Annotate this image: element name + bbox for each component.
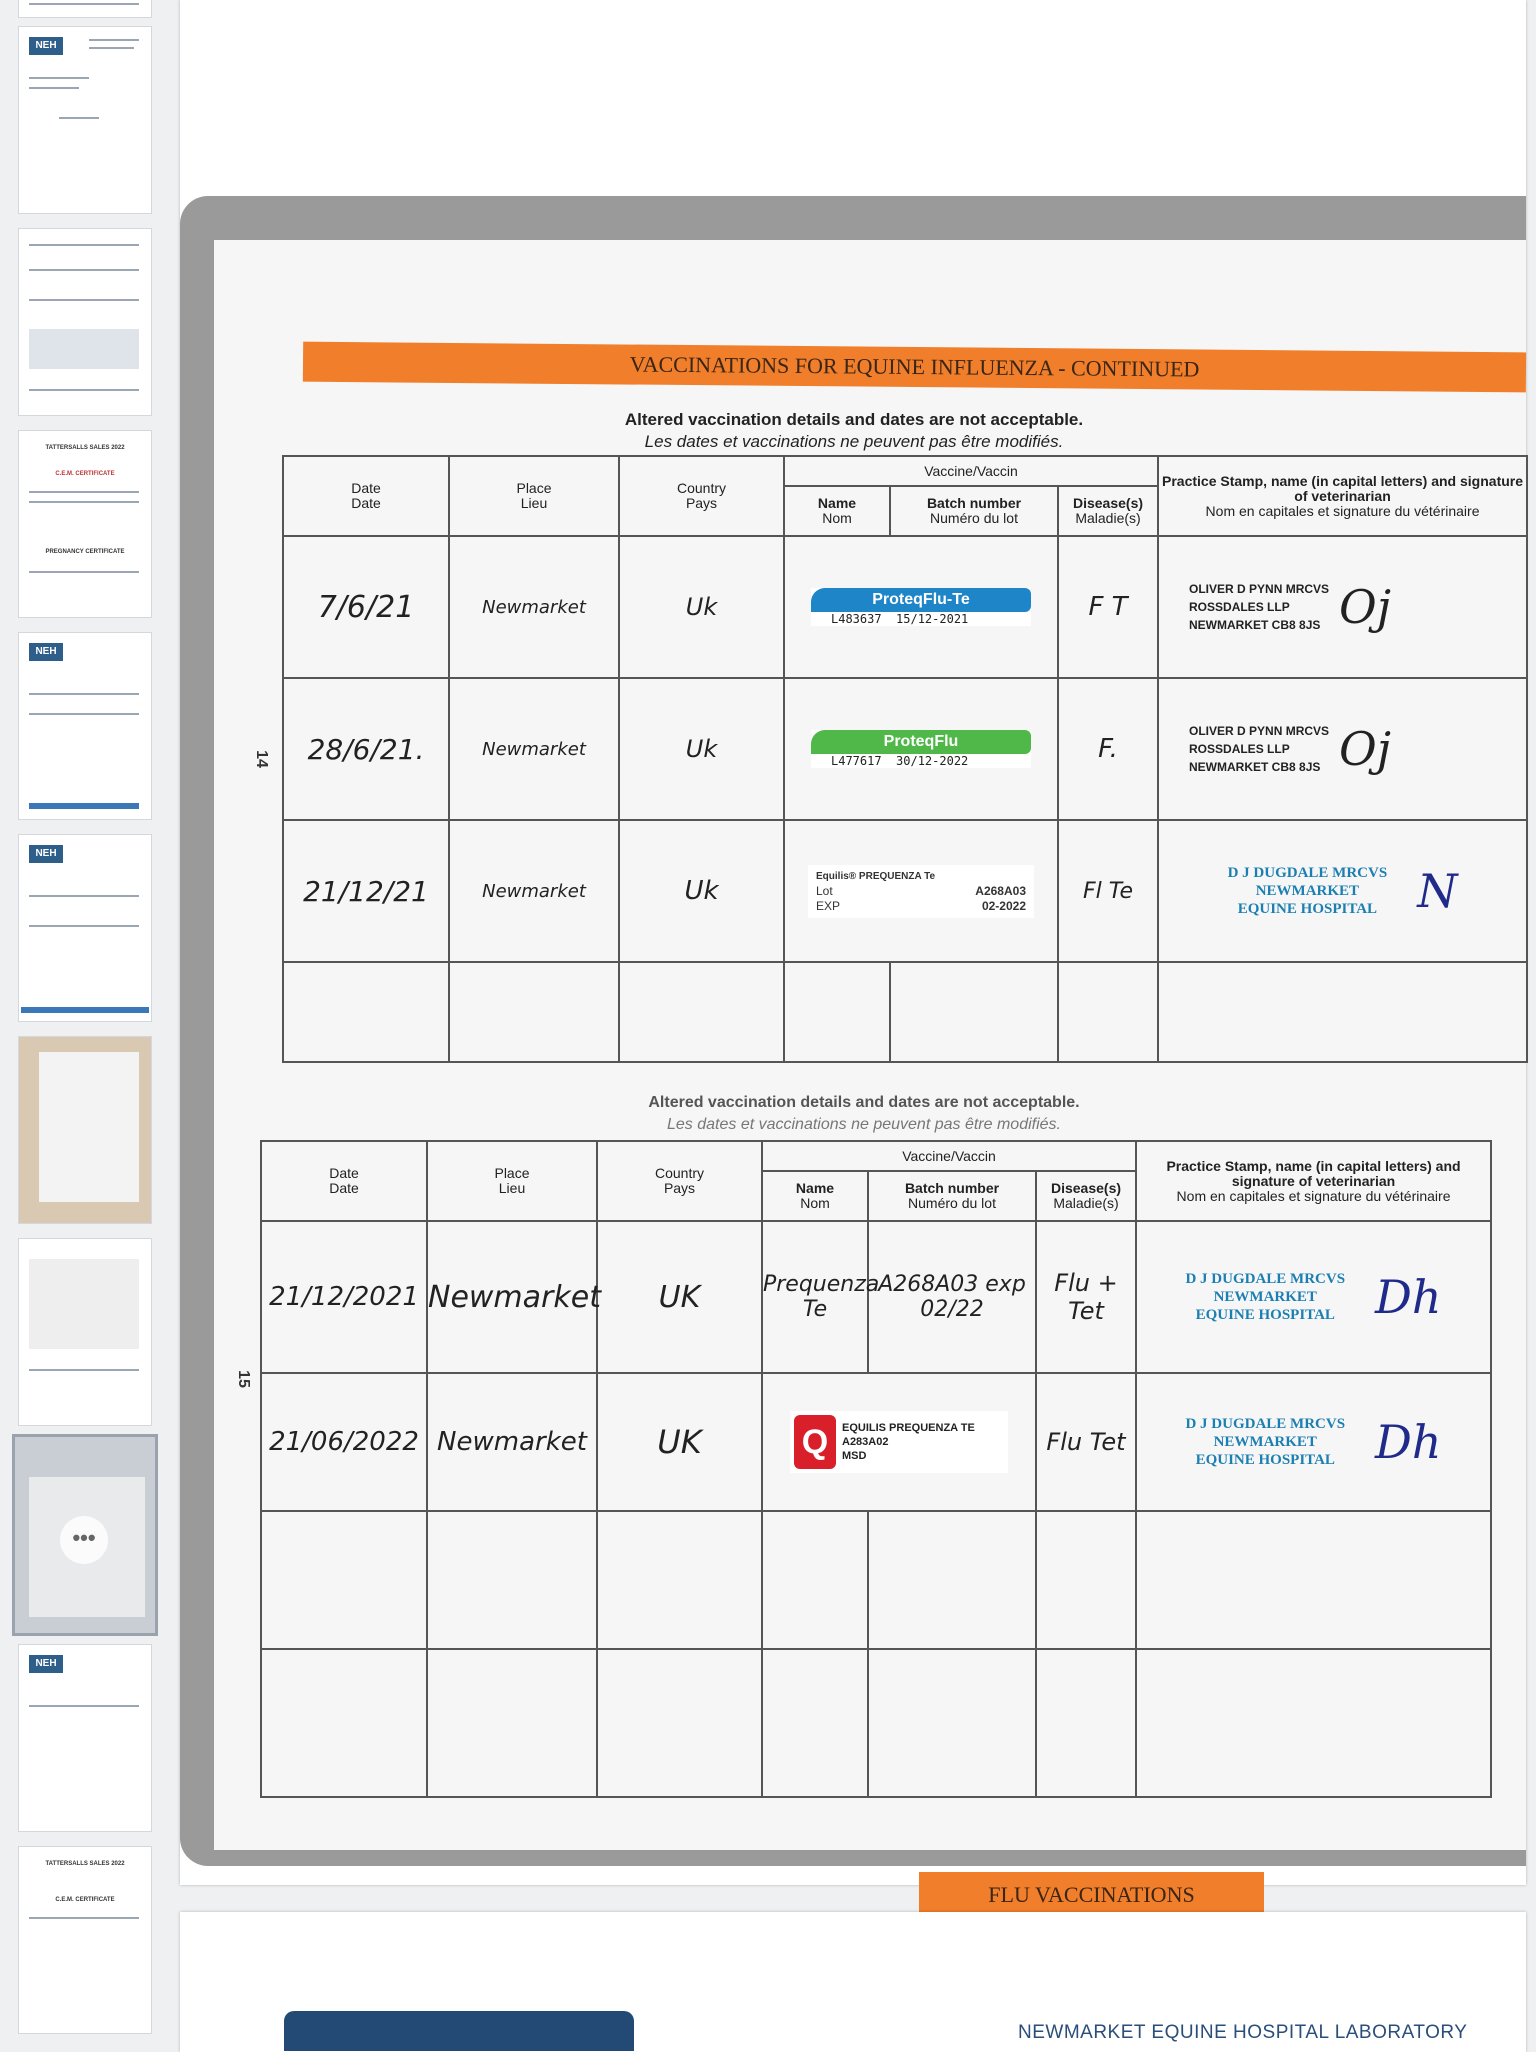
cell-batch: A268A03 exp 02/22 (868, 1221, 1036, 1373)
vet-stamp: D J DUGDALE MRCVS NEWMARKET EQUINE HOSPITAL (1185, 1416, 1346, 1468)
header-stamp: Practice Stamp, name (in capital letters) and signature of veterinarian Nom en capitales et signature du vétérinaire (1136, 1141, 1491, 1221)
thumbnail-page-5[interactable] (18, 632, 152, 820)
cell-date: 7/6/21 (283, 536, 449, 678)
vet-signature: Oj (1339, 722, 1392, 776)
neh-logo: NEH (29, 1655, 63, 1673)
header-name: Name Nom (762, 1171, 868, 1221)
thumb-title: TATTERSALLS SALES 2022 (45, 1861, 125, 1867)
thumbnail-page-3[interactable] (18, 228, 152, 416)
cell-place: Newmarket (449, 678, 619, 820)
cell-date: 21/12/21 (283, 820, 449, 962)
thumb-line (29, 925, 139, 927)
q-logo-icon: Q (794, 1415, 836, 1469)
cell-name: Prequenza Te (762, 1221, 868, 1373)
section-footer-tab: FLU VACCINATIONS (919, 1872, 1264, 1942)
header-name: Name Nom (784, 486, 890, 536)
thumb-line (29, 1917, 139, 1919)
cell-date: 28/6/21. (283, 678, 449, 820)
sticker-brand: ProteqFlu-Te (811, 588, 1031, 612)
next-document-page (180, 1912, 1526, 2052)
thumbnail-page-7[interactable] (18, 1036, 152, 1224)
sticker-code: L477617 30/12-2022 (831, 754, 969, 768)
thumb-subtitle: C.E.M. CERTIFICATE (55, 471, 115, 477)
table-row-empty (261, 1511, 1491, 1649)
header-vaccine: Vaccine/Vaccin (784, 456, 1158, 486)
table-row (283, 678, 1527, 820)
thumb-line (29, 77, 89, 79)
thumb-diagram (29, 1259, 139, 1349)
document-page (180, 0, 1526, 1907)
thumb-line (29, 87, 79, 89)
warning-english-2: Altered vaccination details and dates are not acceptable. (648, 1094, 1080, 1111)
vaccination-table-bottom (260, 1140, 1492, 1798)
thumbnail-page-1[interactable] (18, 0, 152, 18)
booklet-inner (214, 240, 1526, 1907)
warning-french-2: Les dates et vaccinations ne peuvent pas être modifiés. (666, 1116, 1061, 1133)
header-disease: Disease(s) Maladie(s) (1036, 1171, 1136, 1221)
header-country: Country Pays (619, 456, 784, 536)
vet-signature: Dh (1375, 1270, 1442, 1324)
cell-place: Newmarket (427, 1373, 597, 1511)
thumbnail-page-8[interactable] (18, 1238, 152, 1426)
thumb-table (29, 329, 139, 369)
thumbnail-page-11[interactable] (18, 1846, 152, 2034)
vet-signature: Dh (1375, 1415, 1442, 1469)
thumb-footer-bar (29, 803, 139, 809)
vet-stamp: D J DUGDALE MRCVS NEWMARKET EQUINE HOSPITAL (1227, 865, 1388, 917)
sticker-code: L483637 15/12-2021 (831, 612, 969, 626)
header-date: Date Date (283, 456, 449, 536)
cell-stamp (1158, 536, 1527, 678)
cell-stamp (1158, 820, 1527, 962)
thumbnail-page-2[interactable] (18, 26, 152, 214)
header-batch: Batch number Numéro du lot (868, 1171, 1036, 1221)
table-row (283, 536, 1527, 678)
cell-stamp (1158, 678, 1527, 820)
cell-stamp (1136, 1221, 1491, 1373)
thumbnail-page-10[interactable] (18, 1644, 152, 1832)
header-stamp: Practice Stamp, name (in capital letters) and signature of veterinarian Nom en capitales et signature du vétérinaire (1158, 456, 1527, 536)
thumb-line (29, 299, 139, 301)
table-row-empty (261, 1649, 1491, 1797)
cell-place: Newmarket (449, 820, 619, 962)
cell-stamp (1136, 1373, 1491, 1511)
section-banner: VACCINATIONS FOR EQUINE INFLUENZA - CONTINUED (303, 342, 1526, 393)
thumb-line (29, 269, 139, 271)
vet-stamp: D J DUGDALE MRCVS NEWMARKET EQUINE HOSPITAL (1185, 1271, 1346, 1323)
cell-place: Newmarket (449, 536, 619, 678)
cell-country: UK (597, 1221, 762, 1373)
cell-country: Uk (619, 536, 784, 678)
cell-disease: F T (1058, 536, 1158, 678)
thumb-line (29, 3, 139, 5)
cell-place: Newmarket (427, 1221, 597, 1373)
table-row (261, 1373, 1491, 1511)
header-disease: Disease(s) Maladie(s) (1058, 486, 1158, 536)
header-place: Place Lieu (427, 1141, 597, 1221)
thumb-footer: PREGNANCY CERTIFICATE (45, 549, 125, 555)
thumb-line (29, 1705, 139, 1707)
thumb-line (29, 1369, 139, 1371)
cell-disease: Flu Tet (1036, 1373, 1136, 1511)
lab-title: NEWMARKET EQUINE HOSPITAL LABORATORY (1018, 2022, 1468, 2043)
proteq-flu-te-sticker (811, 588, 1031, 626)
vet-stamp: OLIVER D PYNN MRCVS ROSSDALES LLP NEWMARKET CB8 8JS (1189, 582, 1330, 632)
thumb-footer-bar (21, 1007, 149, 1013)
proteq-flu-sticker (811, 730, 1031, 768)
table-row-empty (283, 962, 1527, 1062)
vet-signature: Oj (1339, 580, 1392, 634)
header-date: Date Date (261, 1141, 427, 1221)
cell-vaccine-label (784, 536, 1058, 678)
thumb-line (89, 39, 139, 41)
thumb-line (29, 895, 139, 897)
thumb-title: TATTERSALLS SALES 2022 (45, 445, 125, 451)
thumb-line (29, 389, 139, 391)
warning-french: Les dates et vaccinations ne peuvent pas être modifiés. (644, 432, 1064, 451)
cell-date: 21/12/2021 (261, 1221, 427, 1373)
header-country: Country Pays (597, 1141, 762, 1221)
equilis-q-sticker: Q EQUILIS PREQUENZA TE A283A02 MSD (790, 1411, 1008, 1473)
thumb-line (29, 571, 139, 573)
cell-country: Uk (619, 820, 784, 962)
page-number-14: 14 (252, 750, 270, 768)
thumbnail-sidebar (0, 0, 168, 2048)
neh-logo: NEH (29, 845, 63, 863)
thumbnail-page-6[interactable] (18, 834, 152, 1022)
thumb-line (29, 501, 139, 503)
vet-stamp: OLIVER D PYNN MRCVS ROSSDALES LLP NEWMARKET CB8 8JS (1189, 724, 1330, 774)
cell-disease: F. (1058, 678, 1158, 820)
cell-country: Uk (619, 678, 784, 820)
cell-vaccine-label (784, 820, 1058, 962)
more-options-button[interactable]: ••• (60, 1516, 108, 1564)
thumb-line (29, 693, 139, 695)
thumb-subtitle: C.E.M. CERTIFICATE (55, 1897, 115, 1903)
cell-date: 21/06/2022 (261, 1373, 427, 1511)
table-row (261, 1221, 1491, 1373)
vaccination-table-top (282, 455, 1528, 1063)
cell-disease: Flu + Tet (1036, 1221, 1136, 1373)
thumb-line (59, 117, 99, 119)
thumb-line (89, 47, 134, 49)
cell-country: UK (597, 1373, 762, 1511)
vet-signature: N (1417, 864, 1458, 918)
cell-vaccine-label (784, 678, 1058, 820)
sticker-brand: ProteqFlu (811, 730, 1031, 754)
cell-vaccine-label (762, 1373, 1036, 1511)
lab-logo-block (284, 2011, 634, 2051)
passport-booklet (180, 196, 1526, 1907)
thumb-photo (39, 1052, 139, 1202)
header-vaccine: Vaccine/Vaccin (762, 1141, 1136, 1171)
table-row (283, 820, 1527, 962)
cell-disease: Fl Te (1058, 820, 1158, 962)
header-place: Place Lieu (449, 456, 619, 536)
thumb-line (29, 491, 139, 493)
warning-english: Altered vaccination details and dates are not acceptable. (624, 410, 1084, 429)
thumb-line (29, 713, 139, 715)
thumb-line (29, 244, 139, 246)
header-batch: Batch number Numéro du lot (890, 486, 1058, 536)
equilis-sticker: Equilis® PREQUENZA Te Lot A268A03 EXP 02-2022 (808, 865, 1034, 918)
neh-logo: NEH (29, 37, 63, 55)
page-number-15: 15 (234, 1370, 252, 1388)
thumbnail-page-4[interactable] (18, 430, 152, 618)
neh-logo: NEH (29, 643, 63, 661)
